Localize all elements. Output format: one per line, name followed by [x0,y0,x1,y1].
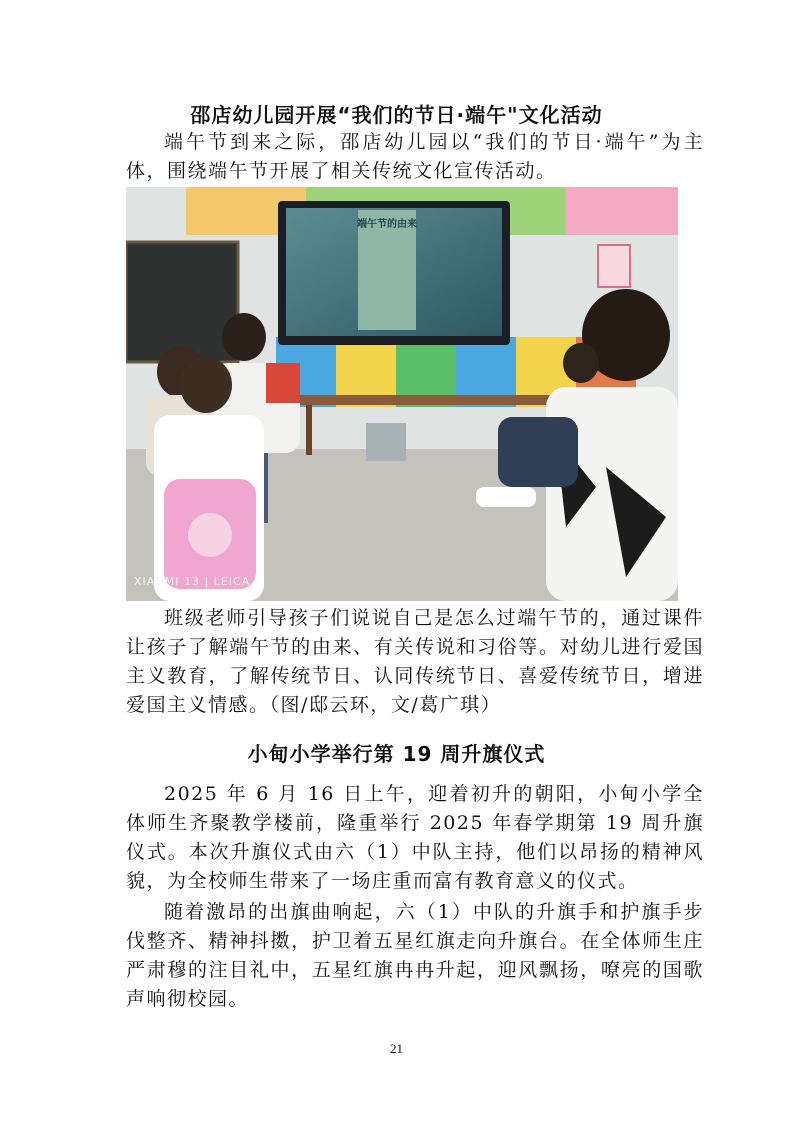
article-1-title: 邵店幼儿园开展“我们的节日·端午"文化活动 [190,103,603,127]
camera-watermark: XIAOMI 13 | LEICA [134,575,251,588]
article-2-title: 小甸小学举行第 19 周升旗仪式 [247,742,546,766]
article-2-paragraph-1: 2025 年 6 月 16 日上午，迎着初升的朝阳，小甸小学全体师生齐聚教学楼前，隆重举行 2025 年春学期第 19 周升旗仪式。本次升旗仪式由六（1）中队主持，他们以昂扬的精神风貌，为全校师生带来了一场庄重而富有教育意义的仪式。 [126,783,704,892]
article-1-intro: 端午节到来之际，邵店幼儿园以“我们的节日·端午”为主体，围绕端午节开展了相关传统文化宣传活动。 [126,131,704,182]
article-2-paragraph-2: 随着激昂的出旗曲响起，六（1）中队的升旗手和护旗手步伐整齐、精神抖擞，护卫着五星红旗走向升旗台。在全体师生庄严肃穆的注目礼中，五星红旗冉冉升起，迎风飘扬，嘹亮的国歌声响彻校园。 [126,901,704,1010]
classroom-photo [126,187,678,601]
page-number: 21 [390,1041,403,1056]
article-1-body: 班级老师引导孩子们说说自己是怎么过端午节的，通过课件让孩子了解端午节的由来、有关传说和习俗等。对幼儿进行爱国主义教育，了解传统节日、认同传统节日、喜爱传统节日，增进爱国主义情感。（图/邸云环，文/葛广琪） [126,607,704,716]
screen-title: 端午节的由来 [357,219,417,230]
